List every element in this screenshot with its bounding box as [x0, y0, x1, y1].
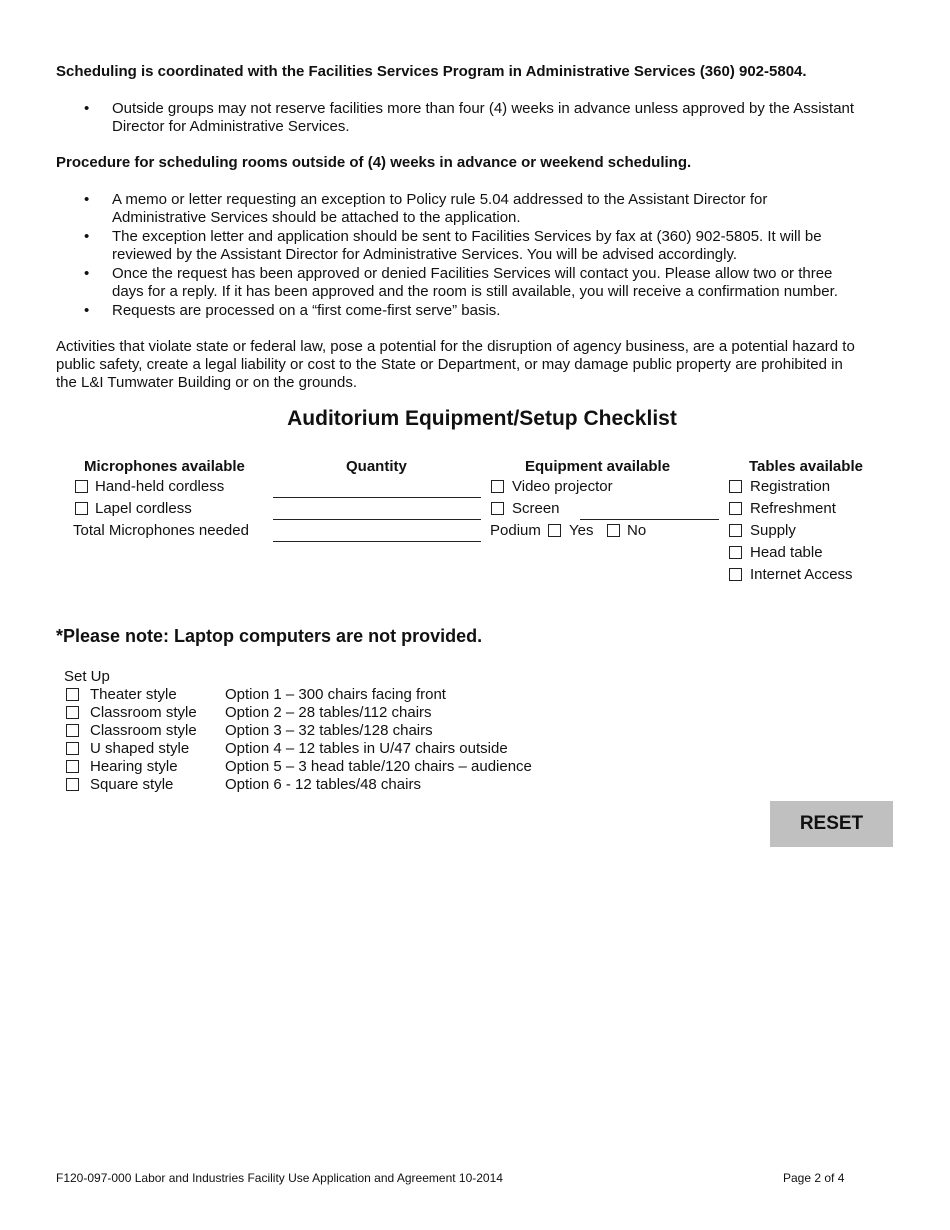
video-projector-label: Video projector — [512, 478, 613, 495]
quantity-header: Quantity — [346, 458, 407, 475]
handheld-label: Hand-held cordless — [95, 478, 225, 495]
procedure-heading: Procedure for scheduling rooms outside of (4) weeks in advance or weekend scheduling. — [56, 154, 692, 171]
setup-style: U shaped style — [90, 740, 190, 757]
checklist-title: Auditorium Equipment/Setup Checklist — [287, 407, 677, 430]
setup-option: Option 1 – 300 chairs facing front — [225, 686, 446, 703]
screen-label: Screen — [512, 500, 560, 517]
tables-header: Tables available — [749, 458, 863, 475]
supply-table-checkbox[interactable] — [729, 524, 742, 537]
activities-line-2: public safety, create a legal liability or cost to the State or Department, or may damage public property are prohibited in — [56, 356, 843, 373]
bullet-icon: • — [84, 302, 90, 319]
setup-option: Option 3 – 32 tables/128 chairs — [225, 722, 433, 739]
procedure-item-2-line-1: The exception letter and application should be sent to Facilities Services by fax at (360) 902-5805. It will be — [112, 228, 822, 245]
lapel-quantity-field[interactable] — [273, 519, 481, 520]
setup-checkbox[interactable] — [66, 760, 79, 773]
podium-yes-label: Yes — [569, 522, 594, 539]
total-microphones-field[interactable] — [273, 541, 481, 542]
setup-option: Option 5 – 3 head table/120 chairs – audience — [225, 758, 532, 775]
internet-access-checkbox[interactable] — [729, 568, 742, 581]
registration-table-checkbox[interactable] — [729, 480, 742, 493]
registration-table-label: Registration — [750, 478, 831, 495]
page-number: Page 2 of 4 — [783, 1171, 845, 1185]
lapel-checkbox[interactable] — [75, 502, 88, 515]
equipment-header: Equipment available — [525, 458, 671, 475]
procedure-item-3-line-2: days for a reply. If it has been approved and the room is still available, you will receive a confirmation number. — [112, 283, 838, 300]
advance-rule-line-1: Outside groups may not reserve facilities more than four (4) weeks in advance unless approved by the Assistant — [112, 100, 855, 117]
setup-checkbox[interactable] — [66, 778, 79, 791]
bullet-icon: • — [84, 100, 90, 117]
refreshment-table-checkbox[interactable] — [729, 502, 742, 515]
video-projector-checkbox[interactable] — [491, 480, 504, 493]
activities-line-1: Activities that violate state or federal law, pose a potential for the disruption of agency business, are a potential hazard to — [56, 338, 855, 355]
screen-checkbox[interactable] — [491, 502, 504, 515]
internet-access-label: Internet Access — [750, 566, 853, 583]
procedure-item-1-line-2: Administrative Services should be attached to the application. — [112, 209, 521, 226]
screen-detail-field[interactable] — [580, 519, 719, 520]
bullet-icon: • — [84, 228, 90, 245]
podium-no-checkbox[interactable] — [607, 524, 620, 537]
podium-no-label: No — [627, 522, 647, 539]
setup-style: Theater style — [90, 686, 177, 703]
microphones-header: Microphones available — [84, 458, 245, 475]
handheld-checkbox[interactable] — [75, 480, 88, 493]
procedure-item-3-line-1: Once the request has been approved or denied Facilities Services will contact you. Please allow two or three — [112, 265, 833, 282]
setup-style: Classroom style — [90, 722, 197, 739]
procedure-item-2-line-2: reviewed by the Assistant Director for Administrative Services. You will be advised accordingly. — [112, 246, 738, 263]
laptop-note: *Please note: Laptop computers are not provided. — [56, 626, 483, 646]
head-table-checkbox[interactable] — [729, 546, 742, 559]
scheduling-heading: Scheduling is coordinated with the Facilities Services Program in Administrative Services (360) 902-5804. — [56, 63, 807, 80]
setup-option: Option 4 – 12 tables in U/47 chairs outside — [225, 740, 508, 757]
form-id-footer: F120-097-000 Labor and Industries Facility Use Application and Agreement 10-2014 — [56, 1171, 503, 1185]
procedure-item-4: Requests are processed on a “first come-first serve” basis. — [112, 302, 501, 319]
setup-option: Option 6 - 12 tables/48 chairs — [225, 776, 421, 793]
bullet-icon: • — [84, 191, 90, 208]
setup-checkbox[interactable] — [66, 706, 79, 719]
setup-label: Set Up — [64, 668, 110, 685]
setup-checkbox[interactable] — [66, 724, 79, 737]
reset-button[interactable]: RESET — [770, 801, 893, 847]
podium-yes-checkbox[interactable] — [548, 524, 561, 537]
setup-style: Square style — [90, 776, 174, 793]
setup-checkbox[interactable] — [66, 742, 79, 755]
setup-style: Classroom style — [90, 704, 197, 721]
head-table-label: Head table — [750, 544, 823, 561]
advance-rule-line-2: Director for Administrative Services. — [112, 118, 350, 135]
total-microphones-label: Total Microphones needed — [73, 522, 249, 539]
activities-line-3: the L&I Tumwater Building or on the grounds. — [56, 374, 358, 391]
refreshment-table-label: Refreshment — [750, 500, 836, 517]
procedure-item-1-line-1: A memo or letter requesting an exception to Policy rule 5.04 addressed to the Assistant Director for — [112, 191, 768, 208]
bullet-icon: • — [84, 265, 90, 282]
handheld-quantity-field[interactable] — [273, 497, 481, 498]
lapel-label: Lapel cordless — [95, 500, 192, 517]
setup-style: Hearing style — [90, 758, 178, 775]
setup-option: Option 2 – 28 tables/112 chairs — [225, 704, 432, 721]
podium-label: Podium — [490, 522, 541, 539]
setup-checkbox[interactable] — [66, 688, 79, 701]
supply-table-label: Supply — [750, 522, 796, 539]
